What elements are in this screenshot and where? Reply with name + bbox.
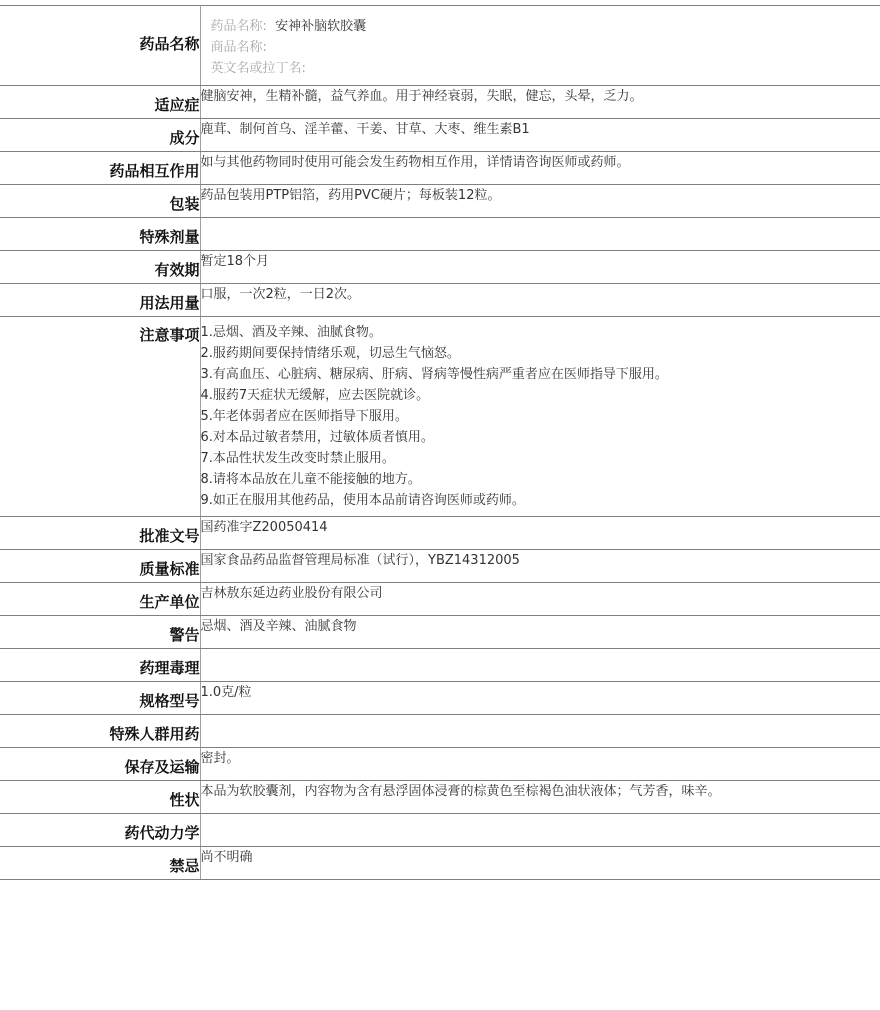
row-value: 忌烟、酒及辛辣、油腻食物 [200,616,880,649]
row-label: 适应症 [0,86,200,119]
row-label: 注意事项 [0,317,200,517]
row-value: 国家食品药品监督管理局标准（试行），YBZ14312005 [200,550,880,583]
trade-name-prefix: 商品名称: [210,40,267,55]
spec-row-indications [0,86,880,119]
precaution-item: 1.忌烟、酒及辛辣、油腻食物。 [200,325,382,340]
spec-row-special-populations [0,715,880,748]
precaution-item: 4.服药7天症状无缓解，应去医院就诊。 [200,388,430,403]
row-label: 生产单位 [0,583,200,616]
english-name-prefix: 英文名或拉丁名: [210,61,306,76]
row-value [200,814,880,847]
spec-row-packaging [0,185,880,218]
row-value: 药品包装用PTP铝箔，药用PVC硬片；每板装12粒。 [200,185,880,218]
spec-row-contraindications [0,847,880,880]
spec-row-warning [0,616,880,649]
row-label: 性状 [0,781,200,814]
row-label: 禁忌 [0,847,200,880]
row-value: 国药准字Z20050414 [200,517,880,550]
drug-spec-table [0,5,880,880]
row-label: 用法用量 [0,284,200,317]
spec-row-ingredients [0,119,880,152]
row-label: 包装 [0,185,200,218]
row-value: 健脑安神，生精补髓，益气养血。用于神经衰弱，失眠，健忘，头晕，乏力。 [200,86,880,119]
row-value [200,6,880,86]
precaution-item: 9.如正在服用其他药品，使用本品前请咨询医师或药师。 [200,493,525,508]
spec-row-appearance [0,781,880,814]
row-value: 密封。 [200,748,880,781]
precaution-item: 6.对本品过敏者禁用，过敏体质者慎用。 [200,430,434,445]
row-label: 特殊剂量 [0,218,200,251]
row-value [200,649,880,682]
spec-row-dosage [0,284,880,317]
precaution-item: 5.年老体弱者应在医师指导下服用。 [200,409,408,424]
row-value [200,218,880,251]
row-value: 如与其他药物同时使用可能会发生药物相互作用，详情请咨询医师或药师。 [200,152,880,185]
row-label: 质量标准 [0,550,200,583]
precaution-item: 3.有高血压、心脏病、糖尿病、肝病、肾病等慢性病严重者应在医师指导下服用。 [200,367,668,382]
row-value: 鹿茸、制何首乌、淫羊藿、干姜、甘草、大枣、维生素B1 [200,119,880,152]
row-label: 批准文号 [0,517,200,550]
spec-row-pharmacology [0,649,880,682]
row-value: 暂定18个月 [200,251,880,284]
row-value: 本品为软胶囊剂，内容物为含有悬浮固体浸膏的棕黄色至棕褐色油状液体；气芳香，味辛。 [200,781,880,814]
precaution-item: 2.服药期间要保持情绪乐观，切忌生气恼怒。 [200,346,460,361]
spec-row-specification [0,682,880,715]
generic-name-line [211,16,880,37]
row-value: 1.0克/粒 [200,682,880,715]
spec-row-approval-number [0,517,880,550]
row-label: 药理毒理 [0,649,200,682]
spec-row-storage [0,748,880,781]
spec-row-special-dosage [0,218,880,251]
row-label: 警告 [0,616,200,649]
row-label: 药代动力学 [0,814,200,847]
row-value [200,715,880,748]
precaution-item: 8.请将本品放在儿童不能接触的地方。 [200,472,421,487]
row-value: 口服，一次2粒，一日2次。 [200,284,880,317]
spec-row-quality-standard [0,550,880,583]
row-value: 尚不明确 [200,847,880,880]
spec-row-shelf-life [0,251,880,284]
row-value [200,317,880,517]
row-label: 有效期 [0,251,200,284]
row-label: 药品名称 [0,6,200,86]
row-label: 规格型号 [0,682,200,715]
generic-name-prefix: 药品名称: [210,19,267,34]
spec-row-manufacturer [0,583,880,616]
precaution-item: 7.本品性状发生改变时禁止服用。 [200,451,395,466]
row-label: 特殊人群用药 [0,715,200,748]
row-label: 药品相互作用 [0,152,200,185]
row-value: 吉林敖东延边药业股份有限公司 [200,583,880,616]
spec-row-interactions [0,152,880,185]
row-label: 保存及运输 [0,748,200,781]
spec-row-precautions [0,317,880,517]
row-label: 成分 [0,119,200,152]
generic-name-value: 安神补脑软胶囊 [275,19,367,34]
spec-row-pharmacokinetics [0,814,880,847]
spec-row-drug-name [0,6,880,86]
